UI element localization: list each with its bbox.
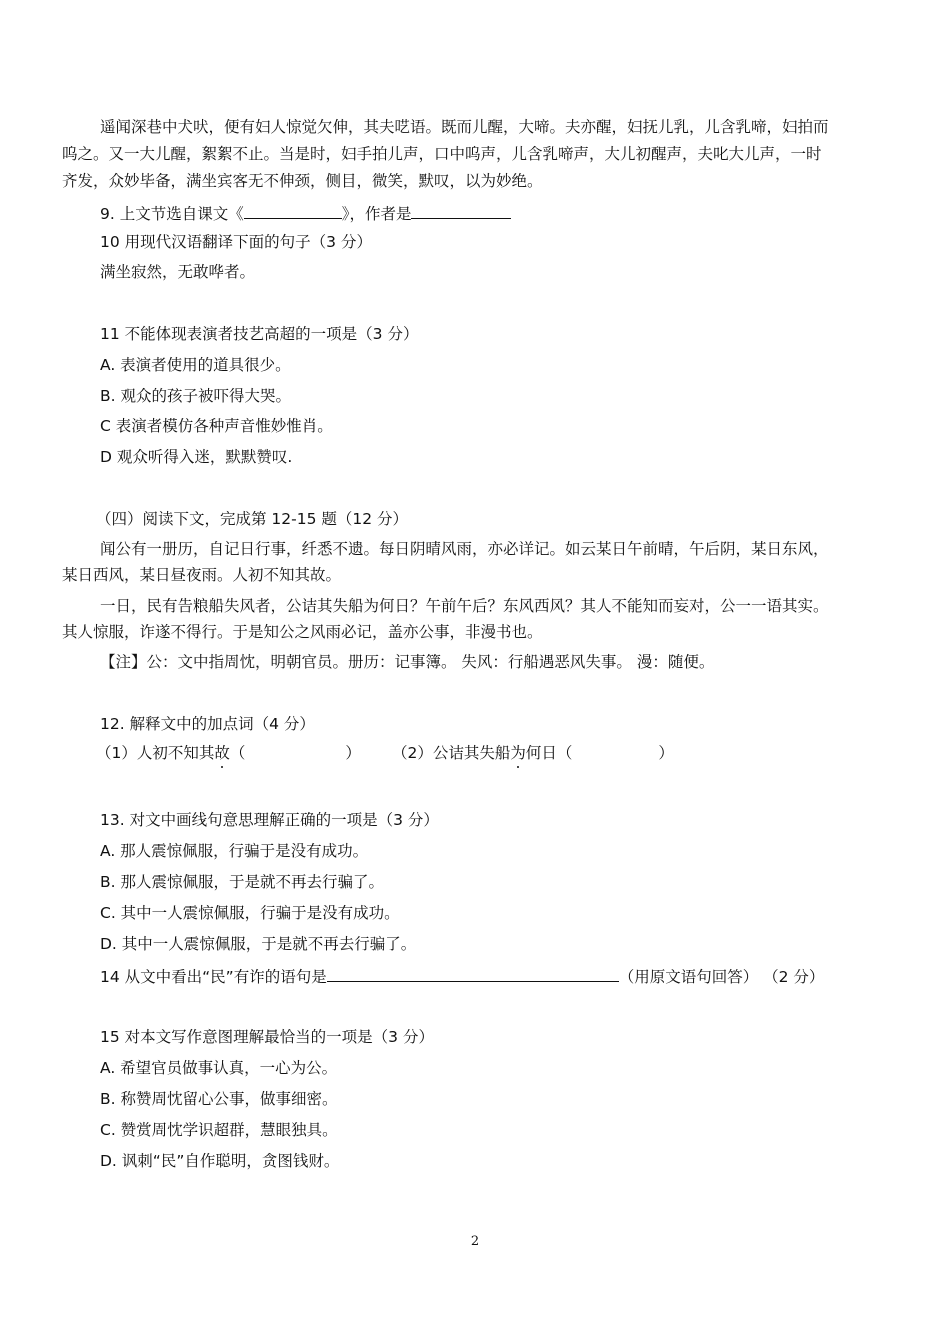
item-text: ） <box>658 744 674 762</box>
option-item: D 观众听得入迷，默默赞叹. <box>100 448 293 466</box>
item-text: （2）公诘其失船 <box>392 744 511 762</box>
passage-line: 齐发，众妙毕备，满坐宾客无不伸颈，侧目，微笑，默叹，以为妙绝。 <box>62 172 543 190</box>
question-15-title: 15 对本文写作意图理解最恰当的一项是（3 分） <box>100 1028 434 1046</box>
question-11-title: 11 不能体现表演者技艺高超的一项是（3 分） <box>100 325 419 343</box>
option-item: D. 其中一人震惊佩服，于是就不再去行骗了。 <box>100 935 417 953</box>
passage-line: 其人惊服，诈遂不得行。于是知公之风雨必记，盖亦公事，非漫书也。 <box>62 623 543 641</box>
answer-blank[interactable] <box>244 202 342 219</box>
question-9-text-b: 》，作者是 <box>341 205 412 223</box>
option-item: C 表演者模仿各种声音惟妙惟肖。 <box>100 417 333 435</box>
passage-line: 呜之。又一大儿醒，絮絮不止。当是时，妇手拍儿声，口中呜声，儿含乳啼声，大儿初醒声，夫叱大儿声，一时 <box>62 145 822 163</box>
question-14-text-b: （用原文语句回答） （2 分） <box>618 968 825 986</box>
option-item: B. 观众的孩子被吓得大哭。 <box>100 387 291 405</box>
option-item: B. 称赞周忱留心公事，做事细密。 <box>100 1090 338 1108</box>
option-item: C. 赞赏周忱学识超群，慧眼独具。 <box>100 1121 338 1139</box>
option-item: A. 那人震惊佩服，行骗于是没有成功。 <box>100 842 369 860</box>
dotted-word: 故 <box>214 744 230 762</box>
question-12-title: 12. 解释文中的加点词（4 分） <box>100 715 315 733</box>
note: 【注】公：文中指周忱，明朝官员。册历：记事簿。 失风：行船遇恶风失事。 漫：随便。 <box>100 653 715 671</box>
question-12-item-1 <box>96 743 361 763</box>
item-text: ） <box>345 744 361 762</box>
option-item: A. 表演者使用的道具很少。 <box>100 356 291 374</box>
section-heading: （四）阅读下文，完成第 12-15 题（12 分） <box>96 510 409 528</box>
option-item: A. 希望官员做事认真，一心为公。 <box>100 1059 338 1077</box>
option-item: C. 其中一人震惊佩服，行骗于是没有成功。 <box>100 904 400 922</box>
question-14 <box>100 965 824 987</box>
question-10-sentence: 满坐寂然，无敢哗者。 <box>100 263 256 281</box>
passage-line: 遥闻深巷中犬吠，便有妇人惊觉欠伸，其夫呓语。既而儿醒，大啼。夫亦醒，妇抚儿乳，儿含乳啼，妇拍而 <box>100 118 829 136</box>
question-12-item-2 <box>392 743 674 763</box>
item-text: （ <box>229 744 246 762</box>
page-number: 2 <box>470 1234 480 1249</box>
dotted-word: 为 <box>510 744 526 762</box>
question-14-text-a: 14 从文中看出“民”有诈的语句是 <box>100 968 327 986</box>
answer-blank[interactable] <box>411 202 511 219</box>
passage-line: 某日西风，某日昼夜雨。人初不知其故。 <box>62 566 342 584</box>
option-item: B. 那人震惊佩服，于是就不再去行骗了。 <box>100 873 384 891</box>
answer-blank[interactable] <box>327 965 619 982</box>
question-9 <box>100 202 511 224</box>
item-text: 何日（ <box>525 744 573 762</box>
passage-line: 一日，民有告粮船失风者，公诘其失船为何日？午前午后？东风西风？其人不能知而妄对，公一一语其实。 <box>100 597 829 615</box>
question-9-text-a: 9. 上文节选自课文《 <box>100 205 244 223</box>
passage-line: 闻公有一册历，自记日行事，纤悉不遗。每日阴晴风雨，亦必详记。如云某日午前晴，午后阴，某日东风， <box>100 540 829 558</box>
option-item: D. 讽刺“民”自作聪明，贪图钱财。 <box>100 1152 340 1170</box>
question-13-title: 13. 对文中画线句意思理解正确的一项是（3 分） <box>100 811 439 829</box>
item-text: （1）人初不知其 <box>96 744 215 762</box>
question-10-title: 10 用现代汉语翻译下面的句子（3 分） <box>100 233 372 251</box>
